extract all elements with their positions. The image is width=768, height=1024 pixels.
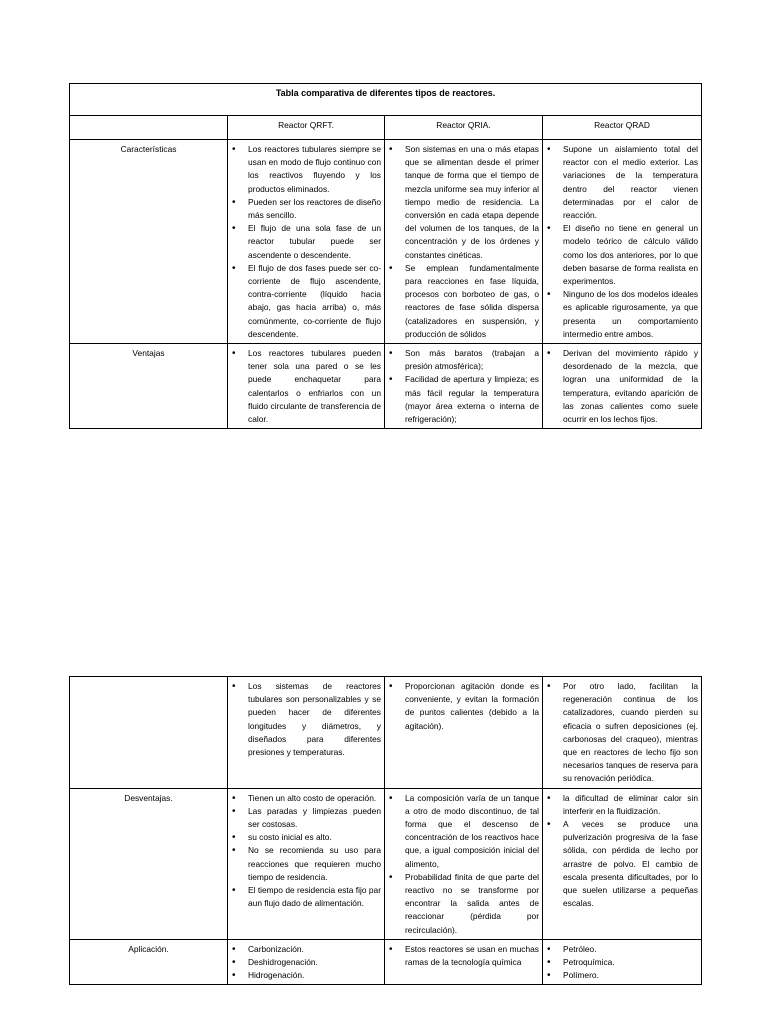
table-row xyxy=(70,788,702,939)
list-item: • A veces se produce una pulverización progresiva de la fase sólida, con pérdida de lecho por arrastre de polvo. El cambio de escala presenta dificultades, por lo que suelen utilizarse a pequeñas escalas. xyxy=(543,818,698,910)
table-row xyxy=(70,939,702,985)
row-label-ventajas: Ventajas xyxy=(70,344,228,429)
list-item: • El flujo de dos fases puede ser co-corriente de flujo ascendente, contra-corriente (líquido hacia abajo, gas hacia arriba) o, más comúnmente, co-corriente de flujo descendente. xyxy=(228,262,381,341)
cell-qrad xyxy=(543,788,702,939)
list-item: • El diseño no tiene en general un modelo teórico de cálculo válido como los dos anteriores, por lo que deben basarse de forma realista en experimentos. xyxy=(543,222,698,288)
cell-qria xyxy=(385,344,543,429)
list-item: • Son sistemas en una o más etapas que se alimentan desde el primer tanque de forma que el tiempo de mezcla uniforme sea muy inferior al tiempo medio de residencia. La conversión en cada etapa depende del volumen de los tanques, de la concentración y de los órdenes y constantes cinéticas. xyxy=(385,143,539,262)
cell-qrad xyxy=(543,677,702,789)
header-row xyxy=(70,116,702,140)
header-cell-empty xyxy=(70,116,228,140)
list-item: • Los reactores tubulares pueden tener sola una pared o se les puede enchaquetar para calentarlos o enfriarlos con un fluido circulante de transferencia de calor. xyxy=(228,347,381,426)
list-item: • Hidrogenación. xyxy=(228,969,381,982)
list-item: • Se emplean fundamentalmente para reacciones en fase líquida, procesos con borboteo de gas, o reactores de fase sólida dispersa (catalizadores en suspensión, y producción de sólidos xyxy=(385,262,539,341)
cell-qria xyxy=(385,939,543,985)
list-item: • Petroquímica. xyxy=(543,956,698,969)
table-row xyxy=(70,677,702,789)
list-item: • Las paradas y limpiezas pueden ser costosas. xyxy=(228,805,381,831)
cell-qrft xyxy=(228,788,385,939)
list-item: • El tiempo de residencia esta fijo par aun flujo dado de alimentación. xyxy=(228,884,381,910)
list-item: • Son más baratos (trabajan a presión atmosférica); xyxy=(385,347,539,373)
cell-qrad xyxy=(543,344,702,429)
header-reactor-qrft: Reactor QRFT. xyxy=(228,116,385,140)
list-item: • Pueden ser los reactores de diseño más sencillo. xyxy=(228,196,381,222)
row-label-caracteristicas: Características xyxy=(70,140,228,344)
comparison-table-page-2 xyxy=(69,676,702,985)
cell-qria xyxy=(385,140,543,344)
cell-qria xyxy=(385,788,543,939)
list-item: • Los sistemas de reactores tubulares son personalizables y se pueden hacer de diferentes longitudes y diámetros, y diseñados para diferentes presiones y temperaturas. xyxy=(228,680,381,759)
list-item: • El flujo de una sola fase de un reactor tubular puede ser ascendente o descendente. xyxy=(228,222,381,262)
row-label-continuation xyxy=(70,677,228,789)
cell-qrft xyxy=(228,677,385,789)
cell-qrft xyxy=(228,140,385,344)
list-item: • La composición varía de un tanque a otro de modo discontinuo, de tal forma que el descenso de concentración de los reactivos hace que, a igual composición inicial del alimento, xyxy=(385,792,539,871)
row-label-desventajas: Desventajas. xyxy=(70,788,228,939)
list-item: • Estos reactores se usan en muchas ramas de la tecnología química xyxy=(385,943,539,969)
list-item: • Petróleo. xyxy=(543,943,698,956)
list-item: • Los reactores tubulares siempre se usan en modo de flujo continuo con los reactivos fluyendo y los productos eliminados. xyxy=(228,143,381,196)
header-reactor-qrad: Reactor QRAD xyxy=(543,116,702,140)
list-item: • Proporcionan agitación donde es conveniente, y evitan la formación de puntos calientes (debido a la agitación). xyxy=(385,680,539,733)
cell-qria xyxy=(385,677,543,789)
header-reactor-qria: Reactor QRIA. xyxy=(385,116,543,140)
list-item: • Ninguno de los dos modelos ideales es aplicable rigurosamente, ya que presenta un comportamiento intermedio entre ambos. xyxy=(543,288,698,341)
cell-qrad xyxy=(543,140,702,344)
cell-qrad xyxy=(543,939,702,985)
list-item: • Tienen un alto costo de operación. xyxy=(228,792,381,805)
list-item: • Por otro lado, facilitan la regeneración continua de los catalizadores, cuando pierden su eficacia o sufren deposiciones (ej. carbonosas del craqueo), mientras que en reactores de lecho fijo son necesarios tanques de reserva para su renovación periódica. xyxy=(543,680,698,786)
table-title: Tabla comparativa de diferentes tipos de reactores. xyxy=(70,84,702,116)
list-item: • Probabilidad finita de que parte del reactivo no se transforme por encontrar la salida antes de reaccionar (pérdida por recirculación). xyxy=(385,871,539,937)
title-row xyxy=(70,84,702,116)
list-item: • Polímero. xyxy=(543,969,698,982)
list-item: • Supone un aislamiento total del reactor con el medio exterior. Las variaciones de la temperatura dentro del reactor vienen determinadas por el calor de reacción. xyxy=(543,143,698,222)
list-item: • Deshidrogenación. xyxy=(228,956,381,969)
list-item: • Carbonización. xyxy=(228,943,381,956)
list-item: • No se recomienda su uso para reacciones que requieren mucho tiempo de residencia. xyxy=(228,844,381,884)
list-item: • Facilidad de apertura y limpieza; es más fácil regular la temperatura (mayor área externa o interna de refrigeración); xyxy=(385,373,539,426)
table-row xyxy=(70,344,702,429)
row-label-aplicacion: Aplicación. xyxy=(70,939,228,985)
list-item: • su costo inicial es alto. xyxy=(228,831,381,844)
cell-qrft xyxy=(228,344,385,429)
comparison-table-page-1 xyxy=(69,83,702,429)
list-item: • Derivan del movimiento rápido y desordenado de la mezcla, que logran una uniformidad de la temperatura, evitando aparición de las zonas calientes como suele ocurrir en los lechos fijos. xyxy=(543,347,698,426)
cell-qrft xyxy=(228,939,385,985)
table-row xyxy=(70,140,702,344)
list-item: • la dificultad de eliminar calor sin interferir en la fluidización. xyxy=(543,792,698,818)
